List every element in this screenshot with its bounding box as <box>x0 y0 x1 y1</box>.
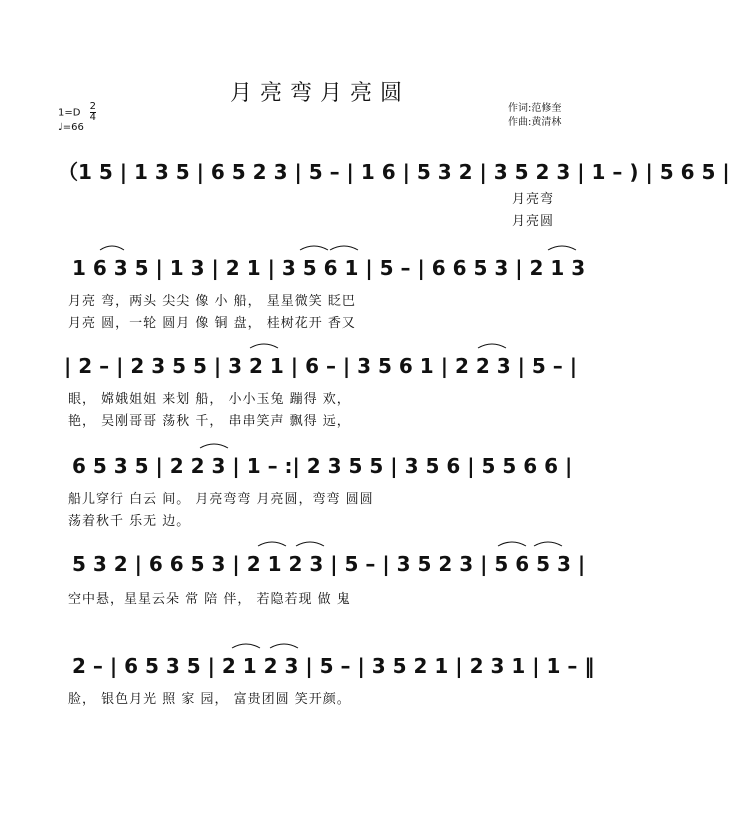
slur-mark <box>232 644 260 648</box>
notation-row-3: | 2 – | 2 3 5 5 | 3 2 1 | 6 – | 3 5 6 1 | 2 2 3 | 5 – | <box>64 354 578 378</box>
slur-mark <box>498 542 526 546</box>
slur-mark <box>250 344 278 348</box>
lyric-row-1-verse-1: 月亮弯 <box>512 192 555 207</box>
notation-row-5: 5 3 2 | 6 6 5 3 | 2 1 2 3 | 5 – | 3 5 2 3 | 5 6 5 3 | <box>72 552 586 576</box>
tonality: 1=D <box>58 107 81 119</box>
slur-mark <box>258 542 286 546</box>
lyric-row-3-verse-1: 眼， 嫦娥姐姐 来划 船， 小小玉兔 蹦得 欢， <box>68 392 351 407</box>
lyric-row-6-verse-1: 脸， 银色月光 照 家 园， 富贵团圆 笑开颜。 <box>68 692 351 707</box>
slur-mark <box>478 344 506 348</box>
lyric-row-2-verse-2: 月亮 圆，一轮 圆月 像 铜 盘， 桂树花开 香又 <box>68 316 356 331</box>
lyric-row-2-verse-1: 月亮 弯，两头 尖尖 像 小 船， 星星微笑 眨巴 <box>68 294 356 309</box>
slur-mark <box>200 444 228 448</box>
song-title: 月亮弯月亮圆 <box>229 81 410 106</box>
time-top: 2 <box>89 101 97 112</box>
lyric-row-3-verse-2: 艳， 吴刚哥哥 荡秋 千， 串串笑声 飘得 远， <box>68 414 351 429</box>
slur-mark <box>534 542 562 546</box>
slur-mark <box>270 644 298 648</box>
lyric-row-1-verse-2: 月亮圆 <box>512 214 555 229</box>
slur-mark <box>300 246 328 250</box>
notation-row-6: 2 – | 6 5 3 5 | 2 1 2 3 | 5 – | 3 5 2 1 | 2 3 1 | 1 – ‖ <box>72 654 595 678</box>
slur-mark <box>548 246 576 250</box>
slur-mark <box>100 246 124 250</box>
composer-credit: 作曲:黄清林 <box>508 117 562 128</box>
lyric-row-4-verse-1: 船儿穿行 白云 间。 月亮弯弯 月亮圆，弯弯 圆圆 <box>68 492 374 507</box>
notation-row-2: 1 6 3 5 | 1 3 | 2 1 | 3 5 6 1 | 5 – | 6 6 5 3 | 2 1 3 <box>72 256 586 280</box>
notation-row-1: （1 5 | 1 3 5 | 6 5 2 3 | 5 – | 1 6 | 5 3 2 | 3 5 2 3 | 1 – ) | 5 6 5 | <box>58 160 730 184</box>
slur-mark <box>330 246 358 250</box>
slur-mark <box>296 542 324 546</box>
notation-row-4: 6 5 3 5 | 2 2 3 | 1 – :| 2 3 5 5 | 3 5 6 | 5 5 6 6 | <box>72 454 573 478</box>
lyric-row-5-verse-1: 空中悬，星星云朵 常 陪 伴， 若隐若现 做 鬼 <box>68 592 351 607</box>
lyric-row-4-verse-2: 荡着秋千 乐无 边。 <box>68 514 191 529</box>
lyricist-credit: 作词:范修奎 <box>508 103 562 114</box>
tempo-mark: ♩=66 <box>58 122 84 133</box>
time-bottom: 4 <box>89 112 97 123</box>
